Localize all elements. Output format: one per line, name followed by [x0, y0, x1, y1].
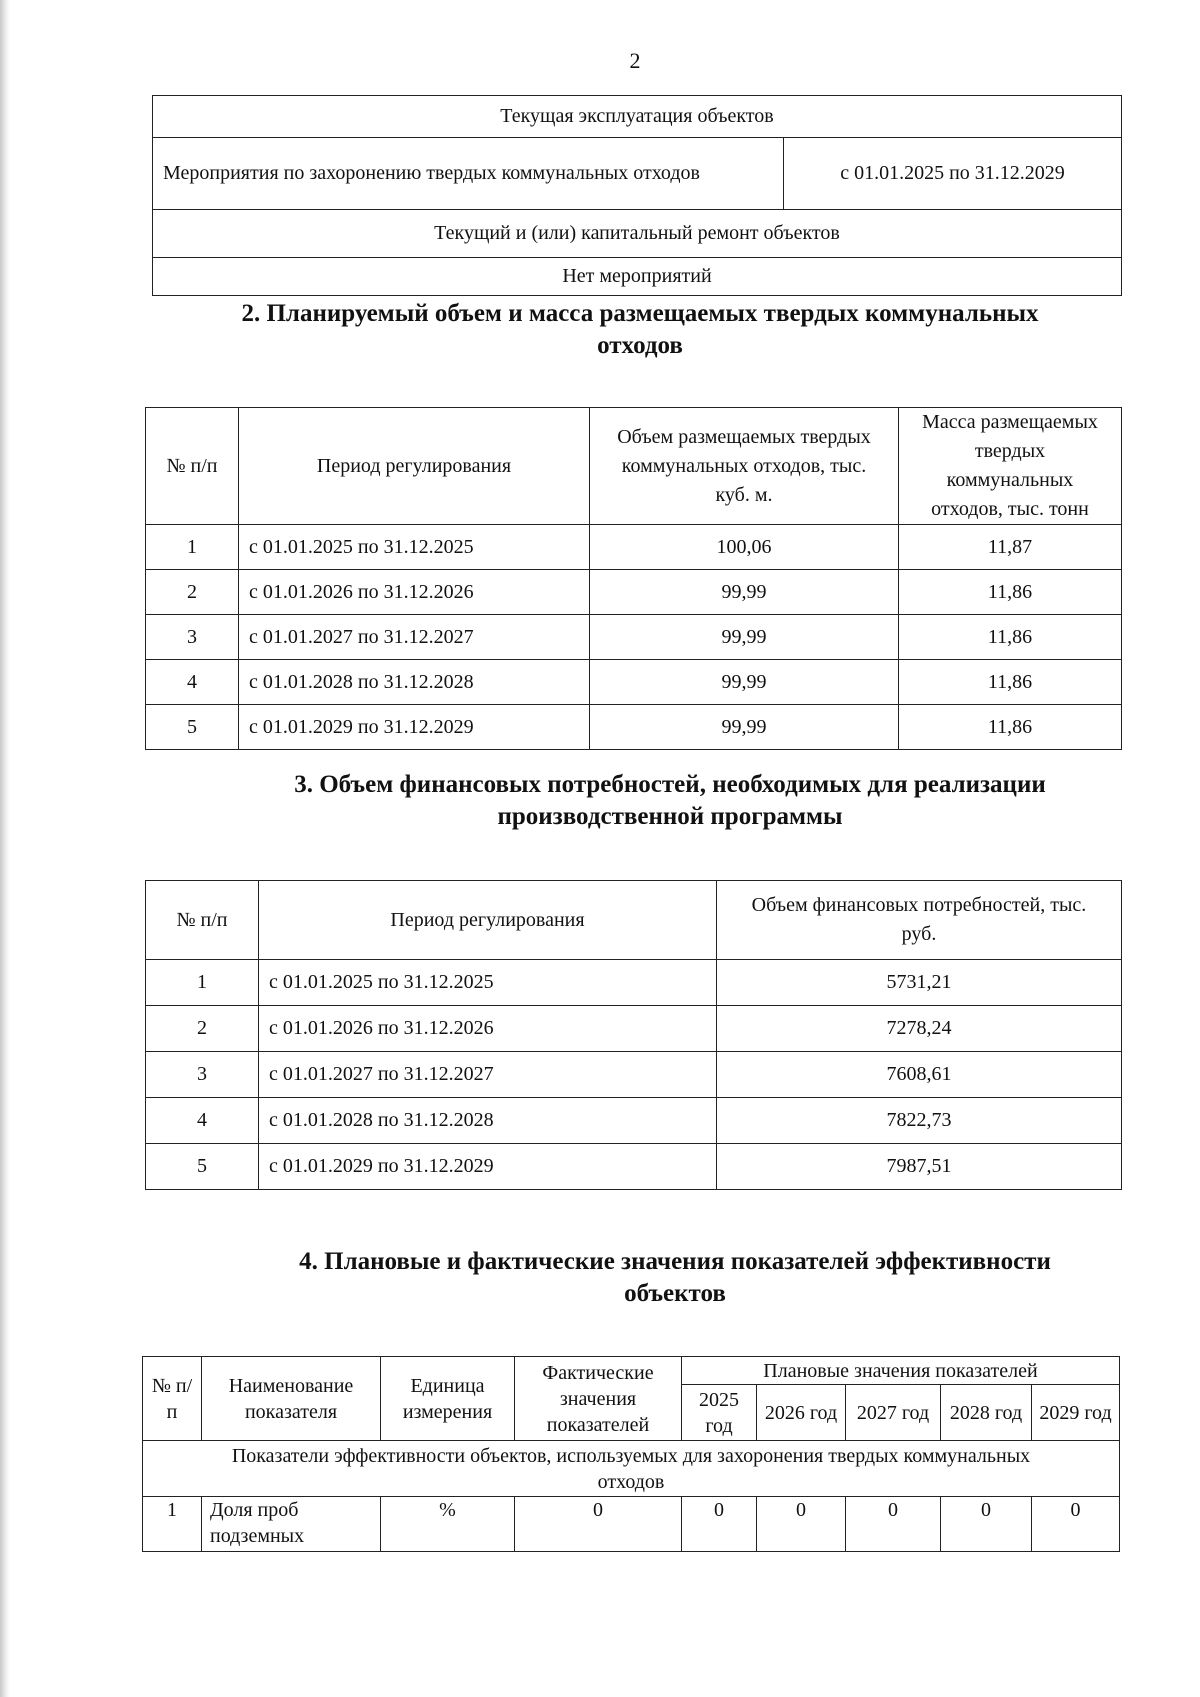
row-mass: 11,86 [899, 615, 1122, 660]
section2-title-line1: 2. Планируемый объем и масса размещаемых твердых коммунальных [241, 300, 1039, 327]
col-header-year-2029: 2029 год [1032, 1385, 1120, 1441]
row-mass: 11,86 [899, 705, 1122, 750]
row-num: 1 [146, 525, 239, 570]
row-num: 4 [146, 1098, 259, 1144]
efficiency-indicators-table [142, 1356, 1120, 1552]
row-plan-2025: 0 [682, 1497, 757, 1552]
col-header-year-2028: 2028 год [941, 1385, 1032, 1441]
row-period: с 01.01.2026 по 31.12.2026 [239, 570, 590, 615]
col-header-planned: Плановые значения показателей [682, 1357, 1120, 1385]
measure-period: с 01.01.2025 по 31.12.2029 [784, 138, 1122, 210]
row-finance: 5731,21 [717, 960, 1122, 1006]
row-volume: 99,99 [590, 660, 899, 705]
col-header-volume: Объем размещаемых твердых коммунальных отходов, тыс. куб. м. [590, 408, 899, 525]
row-volume: 99,99 [590, 705, 899, 750]
operations-table [152, 95, 1122, 296]
col-header-num: № п/п [143, 1357, 202, 1441]
row-num: 1 [143, 1497, 202, 1552]
row-num: 5 [146, 1144, 259, 1190]
row-period: с 01.01.2029 по 31.12.2029 [259, 1144, 717, 1190]
row-period: с 01.01.2027 по 31.12.2027 [259, 1052, 717, 1098]
row-finance: 7278,24 [717, 1006, 1122, 1052]
group-title: Показатели эффективности объектов, используемых для захоронения твердых коммунальных отходов [143, 1441, 1120, 1497]
row-indicator-name: Доля проб подземных [202, 1497, 381, 1552]
row-volume: 99,99 [590, 570, 899, 615]
measure-label: Мероприятия по захоронению твердых коммунальных отходов [153, 138, 784, 210]
col-header-unit: Единица измерения [381, 1357, 515, 1441]
col-header-num: № п/п [146, 408, 239, 525]
section3-title-line1: 3. Объем финансовых потребностей, необходимых для реализации [294, 771, 1046, 798]
finance-table [145, 880, 1122, 1190]
row-plan-2027: 0 [846, 1497, 941, 1552]
row-plan-2029: 0 [1032, 1497, 1120, 1552]
section4-title-line1: 4. Плановые и фактические значения показателей эффективности [299, 1248, 1051, 1275]
row-period: с 01.01.2025 по 31.12.2025 [259, 960, 717, 1006]
col-header-period: Период регулирования [239, 408, 590, 525]
row-unit: % [381, 1497, 515, 1552]
volume-mass-table [145, 407, 1122, 750]
section2-title-line2: отходов [597, 332, 683, 359]
no-measures: Нет мероприятий [153, 258, 1122, 296]
row-plan-2028: 0 [941, 1497, 1032, 1552]
row-mass: 11,87 [899, 525, 1122, 570]
row-period: с 01.01.2028 по 31.12.2028 [239, 660, 590, 705]
row-period: с 01.01.2029 по 31.12.2029 [239, 705, 590, 750]
col-header-actual: Фактические значения показателей [515, 1357, 682, 1441]
row-num: 3 [146, 1052, 259, 1098]
col-header-num: № п/п [146, 881, 259, 960]
row-finance: 7987,51 [717, 1144, 1122, 1190]
scan-left-edge [0, 0, 10, 1697]
col-header-name: Наименование показателя [202, 1357, 381, 1441]
row-mass: 11,86 [899, 570, 1122, 615]
row-num: 5 [146, 705, 239, 750]
section-repair: Текущий и (или) капитальный ремонт объектов [153, 210, 1122, 258]
col-header-period: Период регулирования [259, 881, 717, 960]
section-current-operation: Текущая эксплуатация объектов [153, 96, 1122, 138]
section4-heading [225, 1246, 1125, 1310]
section4-title-line2: объектов [624, 1280, 726, 1307]
col-header-mass: Масса размещаемых твердых коммунальных отходов, тыс. тонн [899, 408, 1122, 525]
page-number: 2 [629, 48, 641, 73]
row-volume: 100,06 [590, 525, 899, 570]
row-num: 2 [146, 1006, 259, 1052]
section2-heading [160, 298, 1120, 362]
section3-heading [220, 769, 1120, 833]
row-num: 2 [146, 570, 239, 615]
row-num: 3 [146, 615, 239, 660]
col-header-finance: Объем финансовых потребностей, тыс. руб. [717, 881, 1122, 960]
row-mass: 11,86 [899, 660, 1122, 705]
row-period: с 01.01.2026 по 31.12.2026 [259, 1006, 717, 1052]
row-period: с 01.01.2025 по 31.12.2025 [239, 525, 590, 570]
row-actual: 0 [515, 1497, 682, 1552]
col-header-year-2025: 2025 год [682, 1385, 757, 1441]
col-header-year-2027: 2027 год [846, 1385, 941, 1441]
row-num: 1 [146, 960, 259, 1006]
row-num: 4 [146, 660, 239, 705]
row-finance: 7608,61 [717, 1052, 1122, 1098]
row-finance: 7822,73 [717, 1098, 1122, 1144]
section3-title-line2: производственной программы [497, 803, 843, 830]
row-volume: 99,99 [590, 615, 899, 660]
row-plan-2026: 0 [757, 1497, 846, 1552]
col-header-year-2026: 2026 год [757, 1385, 846, 1441]
row-period: с 01.01.2028 по 31.12.2028 [259, 1098, 717, 1144]
row-period: с 01.01.2027 по 31.12.2027 [239, 615, 590, 660]
